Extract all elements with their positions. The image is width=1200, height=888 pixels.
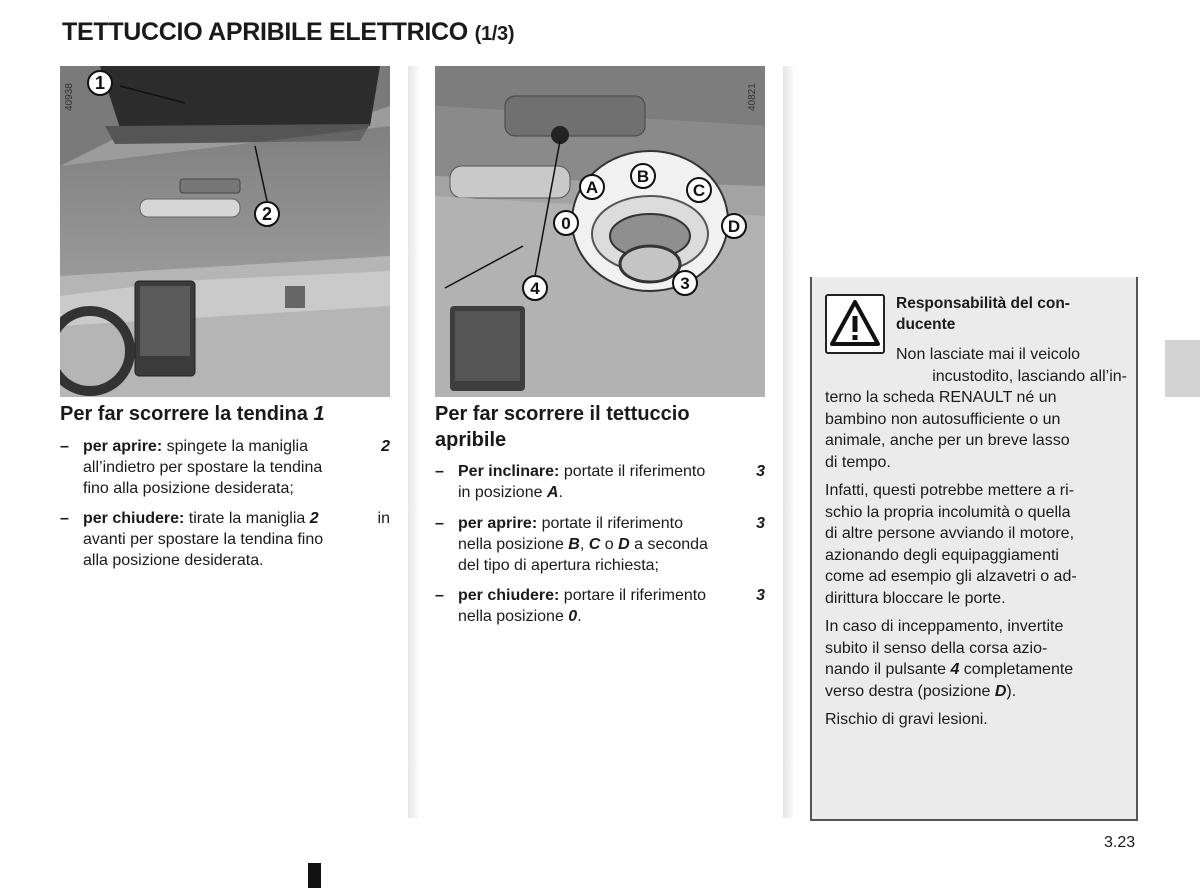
callout-0: 0 — [561, 214, 571, 233]
callout-3: 3 — [680, 274, 690, 293]
figure2-ref-code: 40821 — [747, 83, 758, 111]
driver-responsibility-warning — [810, 277, 1138, 821]
column-divider-2 — [783, 66, 795, 818]
warning-title: Responsabilità del con- ducente — [896, 295, 1070, 333]
title-page-count: (1/3) — [474, 23, 515, 45]
sunblind-illustration — [60, 66, 390, 397]
page-number: 3.23 — [1104, 834, 1136, 851]
sunblind-close-text: per chiudere: tirate la maniglia 2 in avanti per spostare la tendina fino alla posizione desiderata. — [83, 510, 390, 569]
figure-sunroof-dial — [435, 66, 765, 397]
callout-D: D — [727, 217, 741, 236]
page-title — [62, 18, 514, 47]
warning-p2: Infatti, questi potrebbe mettere a ri- schio la propria incolumità o quella di altre persone avviando il motore, azionando degli equipaggiamenti come ad esempio gli alzavetri o ad- dirittura bloccare le porte. — [825, 482, 1077, 607]
section-sunblind-heading: Per far scorrere la tendina 1 — [60, 403, 325, 425]
callout-B: B — [636, 167, 650, 186]
sunblind-open-text: per aprire: spingete la maniglia 2 all’indietro per spostare la tendina fino alla posizione desiderata; — [83, 438, 390, 497]
warning-p1-start: Non lasciate mai il veicolo incustodito, lasciando all’in- — [896, 346, 1127, 385]
callout-A: A — [585, 178, 599, 197]
callout-4: 4 — [530, 279, 540, 298]
warning-p1-rest: terno la scheda RENAULT né un bambino non autosufficiente o un animale, anche per un breve lasso di tempo. — [825, 389, 1070, 471]
warning-p3: In caso di inceppamento, invertite subito il senso della corsa azio- nando il pulsante 4 completamente verso destra (posizione D). — [825, 618, 1074, 700]
callout-2: 2 — [261, 204, 273, 224]
section-sunroof-heading: Per far scorrere il tettuccio apribile — [435, 403, 690, 451]
figure1-ref-code: 40938 — [64, 83, 75, 111]
title-main: TETTUCCIO APRIBILE ELETTRICO — [62, 18, 468, 46]
callout-1: 1 — [94, 73, 106, 93]
warning-triangle-icon — [825, 294, 885, 354]
print-mark — [308, 863, 321, 888]
column-divider-1 — [408, 66, 420, 818]
chapter-tab — [1165, 340, 1200, 397]
callout-C: C — [692, 181, 706, 200]
figure-sunblind — [60, 66, 390, 397]
sunroof-dial-illustration — [435, 66, 765, 397]
warning-p4: Rischio di gravi lesioni. — [825, 711, 988, 728]
